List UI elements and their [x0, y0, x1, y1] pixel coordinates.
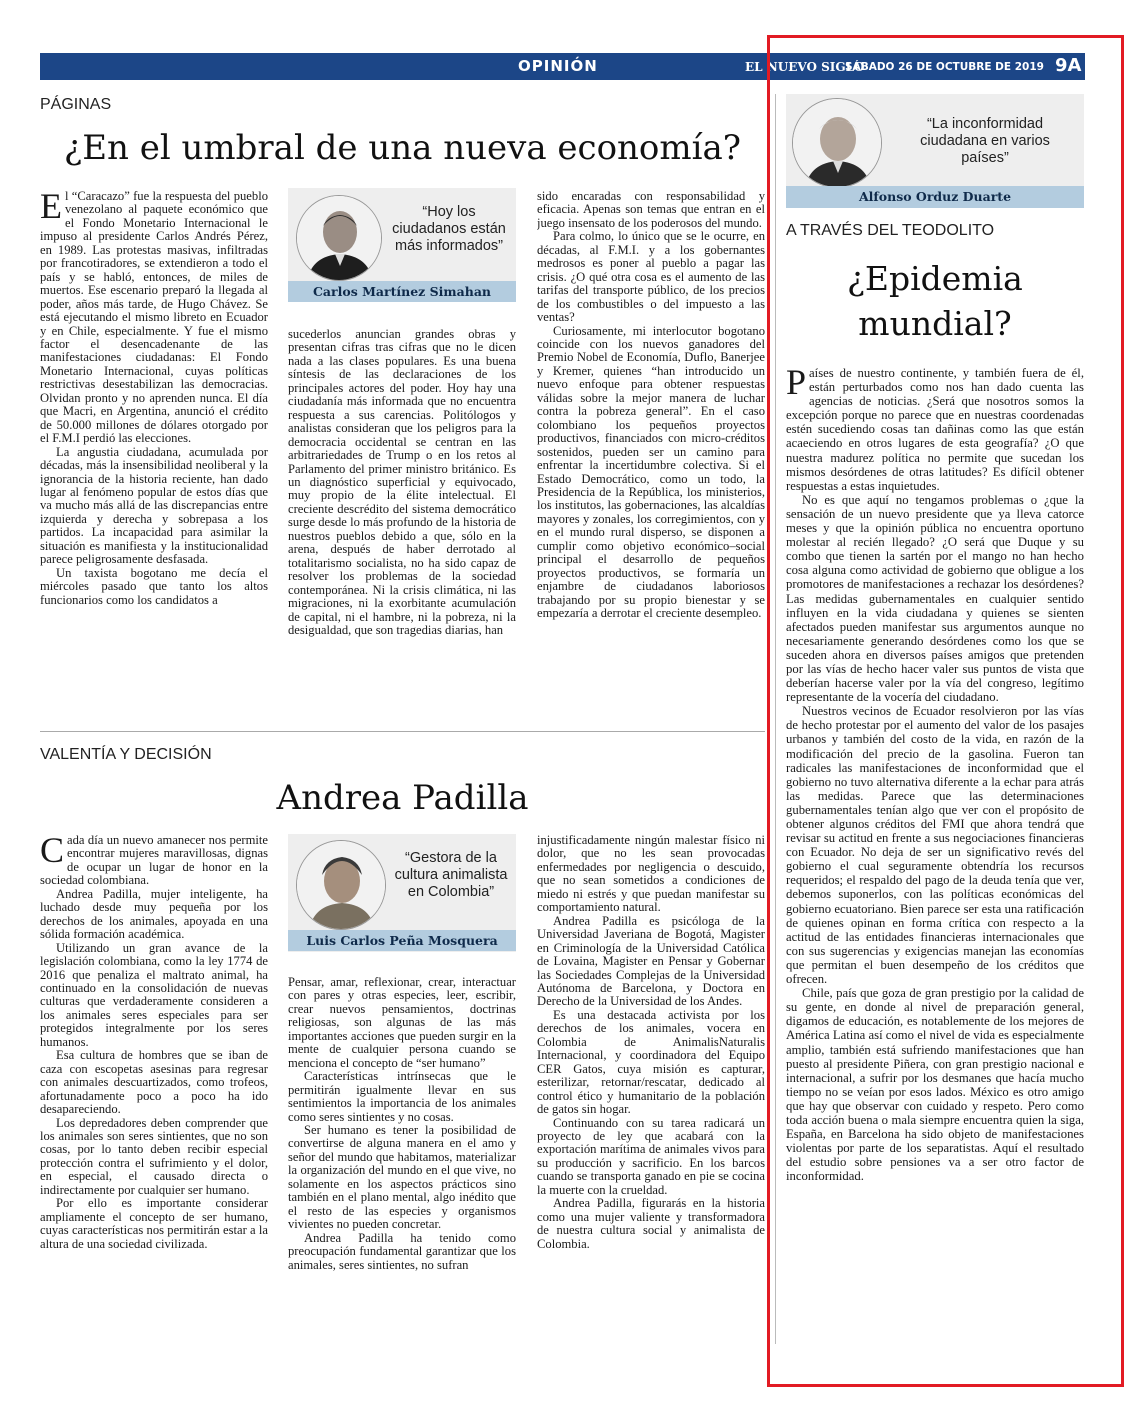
paragraph: Andrea Padilla ha tenido como preocupación fundamental garantizar que los animales, seres sintientes, no sufran	[288, 1230, 516, 1272]
article3-kicker: A TRAVÉS DEL TEODOLITO	[786, 222, 995, 239]
article2-col2	[288, 976, 516, 1354]
paragraph-text: ada día un nuevo amanecer nos permite encontrar mujeres maravillosas, dignas de ocupar un lugar de honor en la sociedad colombiana.	[40, 834, 268, 888]
article2-author: Luis Carlos Peña Mosquera	[288, 930, 516, 951]
drop-cap: E	[40, 190, 62, 226]
article1-quote: “Hoy los ciudadanos están más informados”	[392, 204, 506, 254]
paragraph: Esa cultura de hombres que se iban de caza con escopetas asesinas para regresar con animales descuartizados, como trofeos, afortunadamente poco a poco ha ido desapareciendo.	[40, 1048, 268, 1117]
paragraph: Pensar, amar, reflexionar, crear, interactuar con pares y otras especies, leer, escribir, crear nuevos pensamientos, doctrinas religiosas, son algunas de las más importantes acciones que pueden surgir en la mente de cualquier persona cuando se menciona el concepto de “ser humano”	[288, 976, 516, 1070]
paragraph: injustificadamente ningún malestar físico ni dolor, que no les sean provocadas enfermedades por negligencia o descuido, que no sean sometidos a condiciones de miedo ni estrés y que puedan manifestar su comportamiento natural.	[537, 834, 765, 915]
paragraph: Utilizando un gran avance de la legislación colombiana, como la ley 1774 de 2016 que penaliza el maltrato animal, ha continuado en la consolidación de nuevas culturas que verdaderamente consideren a los animales seres especiales para ser protegidos integralmente por los seres humanos.	[40, 940, 268, 1049]
paragraph: Ser humano es tener la posibilidad de convertirse de alguna manera en el amo y señor del mundo que habitamos, materializar la organización del mundo en el que vive, no solamente en los aspectos prácticos sino también en el plano mental, algo inédito que el resto de las especies y organismos vivientes no pueden concretar.	[288, 1122, 516, 1232]
drop-cap: C	[40, 834, 65, 870]
paragraph: Chile, país que goza de gran prestigio por la calidad de su gente, en donde al nivel de preparación general, digamos de educación, es notablemente de los mejores de América Latina así como el nivel de vida es especialmente amplio, también está sufriendo manifestaciones que han puesto al presidente Piñera, con gran prestigio nacional e internacional, a sufrir por los desmanes que hacía mucho tiempo no se veían por esos lados. México es otro amigo que hay que observar con cuidado y respeto. Pero como toda acción buena o mala siempre encuentra quien la siga, España, en Barcelona ha sido objeto de manifestaciones violentas por parte de los separatistas. Aquí el resultado del estudio sobre pensiones va a ser otro factor de inconformidad.	[786, 986, 1084, 1184]
paragraph: Andrea Padilla, mujer inteligente, ha luchado desde muy pequeña por los derechos de los animales, apoyada en una sólida formación académica.	[40, 886, 268, 942]
paragraph	[786, 366, 1084, 493]
paragraph: No es que aquí no tengamos problemas o ¿que la sensación de un nuevo presidente que ya lleva catorce meses y que la opinión pública no encuentra oportuno molestar al recién llegado? ¿O será que Duque y su combo que tienen la sartén por el mango no han hecho cosa alguna como actividad de gobierno que obligue a los promotores de manifestaciones a rechazar los desórdenes? Las medidas gubernamentales en cualquier sentido influyen en la vida ciudadana y quienes se sienten afectados pueden manifestar sus argumentos aunque no necesariamente generando desórdenes como los que se suceden ahora en diversos países amigos que pretenden por las vías de hecho hacer valer sus puntos de vista que deberían hacerse valer por la vía del congreso, legítimo representante de la vocería del ciudadano.	[786, 492, 1084, 705]
paragraph: sucederlos anuncian grandes obras y presentan cifras tras cifras que no le dicen nada a las clases populares. Es una buena síntesis de las declaraciones de los principales actores del poder. Hoy hay una ciudadanía más informada que no encuentra respuesta a sus carencias. Politólogos y analistas consideran que los peligros para la democracia occidental se centran en las arbitrariedades de Trump o en los retos al Parlamento del primer ministro británico. Es un diagnóstico superficial y equivocado, muy propio de la élite intelectual. El creciente descrédito del sistema democrático surge desde lo más profundo de la historia de nuestros pueblos debido a que, sólo en la arena, después de haber derrotado al totalitarismo socialista, no ha sido capaz de resolver los problemas de la sociedad contemporánea. Ni la crisis climática, ni las migraciones, ni la exorbitante acumulación de capital, ni el hambre, ni la pobreza, ni la desigualdad, que son tragedias diarias, han	[288, 328, 516, 637]
article1-col2	[288, 328, 516, 720]
section-divider	[40, 731, 765, 732]
article2-col1	[40, 834, 268, 1354]
article1-col1	[40, 190, 268, 720]
paragraph	[40, 190, 268, 446]
portrait-orduz-icon	[793, 99, 882, 188]
paragraph: La angustia ciudadana, acumulada por décadas, más la insensibilidad neoliberal y la ignorancia de la historia reciente, han dado lugar al fenómeno popular de estos días que va mucho más allá de las discrepancias entre izquierda y derecha y sobrepasa a los partidos. La incapacidad para asimilar la situación es manifiesta y la institucionalidad parece peligrosamente desfasada.	[40, 444, 268, 567]
paragraph-text: aíses de nuestro continente, y también fuera de él, están perturbados como nos han dado cuenta las agencias de noticias. ¿Será que nosotros somos la excepción porque no parece que en nuestras coordenadas estén sucediendo cosas tan dañinas como las que están acaeciendo en otros lugares de esta geografía? ¿O que nuestra madurez política no permite que sucedan los mismos desórdenes de otras latitudes? Es difícil obtener respuestas a estas inquietudes.	[786, 366, 1084, 493]
paragraph: Un taxista bogotano me decía el miércoles pasado que tanto los altos funcionarios como los candidatos a	[40, 565, 268, 607]
portrait-pena-icon	[297, 841, 386, 930]
portrait-martinez	[296, 195, 382, 281]
section-label: OPINIÓN	[518, 57, 598, 75]
article2-quote: “Gestora de la cultura animalista en Colombia”	[394, 850, 508, 900]
paragraph: Andrea Padilla, figurarás en la historia como una mujer valiente y transformadora de nuestra cultura social y animalista de Colombia.	[537, 1196, 765, 1251]
article1-title: ¿En el umbral de una nueva economía?	[63, 128, 742, 168]
article3-quote: “La inconformidad ciudadana en varios países”	[920, 116, 1050, 166]
article3-title: ¿Epidemia mundial?	[847, 259, 1023, 343]
article2-title: Andrea Padilla	[276, 778, 529, 818]
article2-kicker: VALENTÍA Y DECISIÓN	[40, 746, 212, 763]
paragraph: Continuando con su tarea radicará un proyecto de ley que acabará con la exportación marítima de animales vivos para su producción y sacrificio. En los barcos cuando se transporta ganado en pie se cocina la muerte con la crueldad.	[537, 1115, 765, 1197]
paragraph: Los depredadores deben comprender que los animales son seres sintientes, que no son cosas, por lo tanto deben recibir especial protección contra el sufrimiento y el dolor, en especial, el causado directa o indirectamente por cualquier ser humano.	[40, 1115, 268, 1197]
column-divider	[775, 94, 776, 1344]
paragraph: sido encaradas con responsabilidad y eficacia. Apenas son temas que entran en el juego insensato de los poderosos del mundo.	[537, 190, 765, 230]
paragraph: Curiosamente, mi interlocutor bogotano coincide con los nuevos ganadores del Premio Nobel de Economía, Duflo, Banerjee y Kremer, quienes “han introducido un nuevo enfoque para obtener respuestas válidas sobre la mejor manera de luchar contra la pobreza general”. En el caso colombiano los pequeños proyectos productivos, financiados con micro-créditos sostenidos, pueden ser un camino para enfrentar la incertidumbre colectiva. Si el Estado Democrático, como un todo, la Presidencia de la República, los ministerios, los institutos, las gobernaciones, las alcaldías mayores y zonales, los corregimientos, con y en el mundo rural disperso, se disponen a cumplir como objetivo económico–social principal el desarrollo de pequeños proyectos productivos, se formaría un enjambre de ciudadanos laboriosos trabajando por su propio bienestar y se empezaría a derrotar el creciente desempleo.	[537, 323, 765, 621]
article3-body	[786, 366, 1084, 1351]
paragraph	[40, 834, 268, 888]
article1-author: Carlos Martínez Simahan	[288, 281, 516, 302]
article1-kicker: PÁGINAS	[40, 96, 112, 113]
article2-col3	[537, 834, 765, 1354]
article3-author: Alfonso Orduz Duarte	[786, 186, 1084, 208]
drop-cap: P	[786, 366, 807, 402]
portrait-orduz	[792, 98, 882, 188]
paragraph: Por ello es importante considerar ampliamente el concepto de ser humano, cuyas características nos permitirán estar a la altura de una sociedad civilizada.	[40, 1196, 268, 1251]
article1-col3	[537, 190, 765, 720]
publication-date: SÁBADO 26 DE OCTUBRE DE 2019	[845, 61, 1044, 73]
paragraph: Características intrínsecas que le permitirán igualmente llevar en sus sentimientos la importancia de los animales como seres sintientes y no cosas.	[288, 1069, 516, 1124]
brand-logo: EL NUEVO SIGLO	[745, 60, 865, 74]
paragraph: Andrea Padilla es psicóloga de la Universidad Javeriana de Bogotá, Magister en Criminología de la Universidad Católica de Lovaina, Magister en Pensar y Gobernar las Sociedades Complejas de la Universidad Autónoma de Barcelona, y Doctora en Derecho de la Universidad de los Andes.	[537, 913, 765, 1009]
paragraph: Nuestros vecinos de Ecuador resolvieron por las vías de hecho protestar por el aumento del valor de los pasajes urbanos y también del costo de la vida, en razón de la modificación del precio de la gasolina. Fueron tan radicales las manifestaciones de inconformidad que el gobierno no tuvo alternativa diferente a la echar para atrás las medidas. Parece que las determinaciones gubernamentales tenían algo que ver con el propósito de obtener algunos créditos del FMI que ahora tendrá que revisar su actitud en frente a sus negociaciones financieras con Ecuador. No deja de ser un significativo revés del gobierno el cual seguramente obtendría los recursos requeridos; el respaldo del pago de la deuda tenía que ver, debemos suponerlos, con las políticas económicas del gobierno ecuatoriano. Bien parece ser esta una ratificación de quienes opinan en forma crítica con respecto a la actitud de las entidades financieras internacionales que con sus sugerencias y exigencias manejan las economías que permitan el buen desempeño de los créditos que ofrecen.	[786, 704, 1084, 987]
portrait-pena	[296, 840, 386, 930]
paragraph: Para colmo, lo único que se le ocurre, en décadas, al F.M.I. y a los gobernantes medrosos es poner al pueblo a pagar las crisis. ¿O qué otra cosa es el aumento de las tarifas del transporte público, de los precios de los combustibles o del impuesto a las ventas?	[537, 229, 765, 325]
paragraph-text: l “Caracazo” fue la respuesta del pueblo venezolano al paquete económico que el Fondo Monetario Internacional le impuso al presidente Carlos Andrés Pérez, en 1989. Las protestas masivas, infiltradas por francotiradores, se extendieron a todo el país y se habló, entonces, de miles de muertos. Ese escenario preparó la llegada al poder, años más tarde, de Hugo Chávez. Se está ejecutando el mismo libreto en Ecuador y en Chile, especialmente. Y fue el mismo factor el desencadenante de las manifestaciones ciudadanas: El Fondo Monetario Internacional, cuyas políticas restrictivas desestabilizan las democracias. Olvidan pronto y no aprenden nunca. El día que Macri, en Argentina, anunció el crédito de 50.000 millones de dólares otorgado por el F.M.I perdió las elecciones.	[40, 190, 268, 446]
portrait-martinez-icon	[297, 196, 382, 281]
paragraph: Es una destacada activista por los derechos de los animales, vocera en Colombia de AnimalisNaturalis Internacional, y coordinadora del Equipo CER Gatos, cuya misión es capturar, esterilizar, retornar/rescatar, dedicado al control ético y humanitario de la población de gatos sin hogar.	[537, 1007, 765, 1117]
page-number: 9A	[1055, 55, 1082, 76]
